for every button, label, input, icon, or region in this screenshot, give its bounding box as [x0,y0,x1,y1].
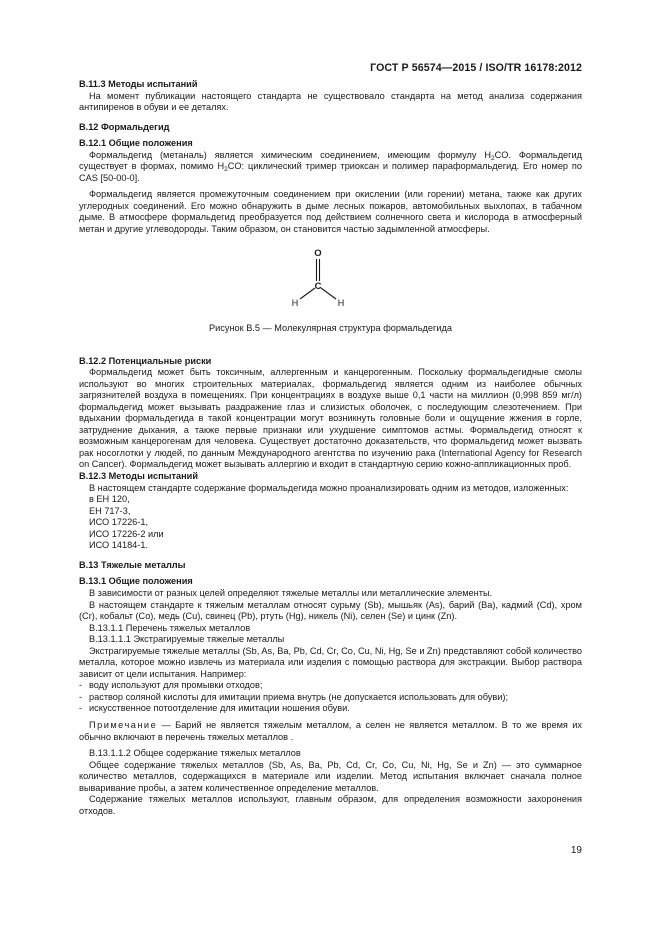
section-text-b122: Формальдегид может быть токсичным, аллергенным и канцерогенным. Поскольку формальдегидные смолы используют во многих строительных материалах, формальдегид является одним из наиболее обычных загрязнителей воздуха в помещениях. При концентрациях в воздухе выше 0,1 части на миллион (0,998 859 мг/л) формальдегид может вызывать раздражение глаз и слизистых оболочек, с последующим слезотечением. При вдыхании формальдегида в такой концентрации могут возникнуть головные боли и ощущение жжения в горле, затруднение дыхания, а также первые признаки или ухудшение симптомов астмы. Формальдегид относят к возможным канцерогенам для человека. Существует достаточно доказательств, что формальдегид может вызвать рак носоглотки у людей, по данным Международного агентства по изучению рака (International Agency for Research on Cancer). Формальдегид может вызывать аллергию и входит в стандартную серию кожно-аппликационных проб. [79,367,582,470]
section-heading-b12: В.12 Формальдегид [79,121,170,132]
subsection-heading-b1311: В.13.1.1 Перечень тяжелых металлов [89,622,251,633]
note-label: Примечание [89,719,158,730]
list-item: ИСО 14184-1. [89,540,149,551]
note-paragraph [79,720,582,743]
hydrogen-right-label: H [337,297,345,308]
section-text-b121-p2: Формальдегид является промежуточным соединением при окислении (или горении) метана, также как других углеродных соединений. Его можно обнаружить в дыме лесных пожаров, автомобильных выхлопах, в табачном дыме. В атмосфере формальдегид преобразуется под действием солнечного света и кислорода в атмосферный метан и другие углеводороды. Таким образом, он становится частью задымленной атмосферы. [79,189,582,235]
subsection-heading-b13112: В.13.1.1.2 Общее содержание тяжелых металлов [89,748,301,759]
p1-part-c: CO: циклический тример триоксан и полимер параформальдегид. Его номер по CAS [50-00-0]. [79,161,583,183]
list-item: ИСО 17226-2 или [89,528,164,539]
list-item: ИСО 17226-1, [89,517,149,528]
list-item: - искусственное потоотделение для имитации ношения обуви. [79,703,582,715]
single-bond-right [321,288,336,299]
section-text-b113: На момент публикации настоящего стандарта не существовало стандарта на метод анализа содержания антипиренов в обуви и ее деталях. [79,90,582,113]
extraction-solutions-list [79,680,582,715]
section-heading-b121: В.12.1 Общие положения [79,138,193,149]
section-text-b131-p5: Содержание тяжелых металлов используют, главным образом, для определения возможности захоронения отходов. [79,794,582,816]
page-content [79,79,582,817]
list-item: - воду используют для промывки отходов; [79,680,582,692]
section-heading-b123: В.12.3 Методы испытаний [79,471,198,482]
section-heading-b131: В.13.1 Общие положения [79,576,193,587]
oxygen-atom-label: O [314,247,322,259]
carbon-atom-label: C [314,280,322,292]
list-item: ЕН 717-3, [89,505,131,516]
list-item: в ЕН 120, [89,494,130,505]
hydrogen-left-label: H [291,297,299,308]
section-text-b131-p4: Общее содержание тяжелых металлов (Sb, As, Ba, Pb, Cd, Cr, Co, Cu, Ni, Hg, Se и Zn) — это суммарное количество металлов, содержащихся в материале или изделии. Метод испытания включает сначала полное вываривание пробы, а затем количественное определение металлов. [79,759,582,793]
figure-caption: Рисунок В.5 — Молекулярная структура формальдегида [209,322,452,333]
subsection-heading-b13111: В.13.1.1.1 Экстрагируемые тяжелые металлы [89,634,285,645]
note-text: — Барий не является тяжелым металлом, а селен не является металлом. В то же время их обычно включают в перечень тяжелых металлов . [79,719,582,742]
section-text-b131-p2: В настоящем стандарте к тяжелым металлам относят сурьму (Sb), мышьяк (As), барий (Ba), кадмий (Cd), хром (Cr), кобальт (Co), медь (Cu), свинец (Pb), ртуть (Hg), никель (Ni), селен (Se) и цинк (Zn). [79,599,582,622]
section-heading-b122: В.12.2 Потенциальные риски [79,355,212,366]
methods-list [79,494,582,552]
single-bond-left [300,288,315,299]
standard-header: ГОСТ Р 56574—2015 / ISO/TR 16178:2012 [370,62,582,74]
formaldehyde-molecule-diagram [284,246,374,308]
section-heading-b13: В.13 Тяжелые металлы [79,559,186,570]
page-number: 19 [570,845,582,856]
section-text-b131-p1: В зависимости от разных целей определяют тяжелые металлы или металлические элементы. [89,587,493,598]
section-text-b123-intro: В настоящем стандарте содержание формальдегида можно проанализировать одним из методов, изложенных: [89,482,569,493]
section-heading-b113: В.11.3 Методы испытаний [79,79,198,89]
formaldehyde-figure [79,236,582,356]
section-text-b131-p3: Экстрагируемые тяжелые металлы (Sb, As, Ba, Pb, Cd, Cr, Co, Cu, Ni, Hg, Se и Zn) представляют собой количество металла, которое можно извлечь из материала или изделия с помощью раствора для экстракции. Выбор раствора зависит от цели испытания. Например: [79,645,582,679]
p1-subscript-2: 2 [224,166,228,174]
section-text-b121-p1 [79,150,582,185]
list-item: - раствор соляной кислоты для имитации приема внутрь (не допускается использовать для обуви); [79,692,582,704]
p1-part-b: CO. Формальдегид существует в формах, помимо H [79,149,583,172]
p1-subscript-1: 2 [491,154,495,162]
p1-part-a: Формальдегид (метаналь) является химическим соединением, имеющим формулу H [89,149,492,160]
